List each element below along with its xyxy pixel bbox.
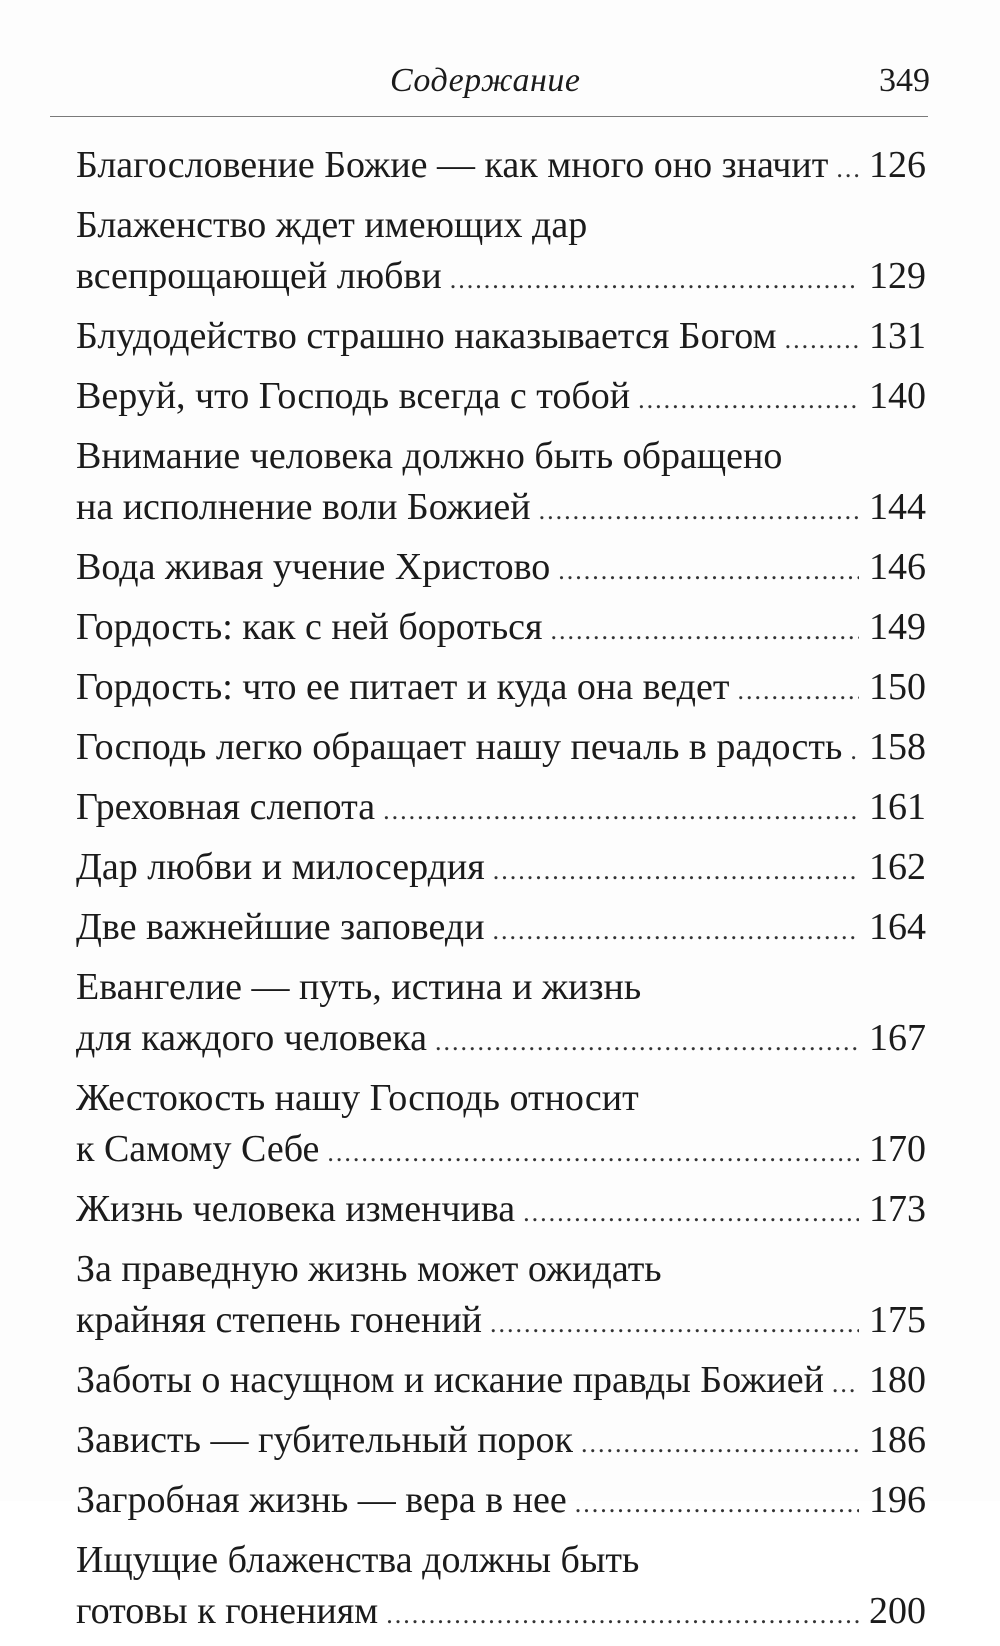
dot-leader [638,374,859,425]
toc-entry-title-line: Дар любви и милосердия [76,846,485,888]
toc-entry-page-number: 200 [869,1590,926,1632]
toc-entry-title-line: Гордость: что ее питает и куда она ведет [76,666,730,708]
toc-entry-page-number: 131 [869,315,926,357]
toc-entry-row [76,1475,926,1529]
toc-entry-row [76,1124,926,1178]
dot-leader [523,1187,859,1238]
toc-entry-row [76,1355,926,1409]
toc-entry-title-line: Вода живая учение Христово [76,546,551,588]
toc-entry-page-number: 175 [869,1299,926,1341]
dot-leader [832,1358,859,1409]
toc-entry [76,902,926,956]
toc-entry-title-line: для каждого человека [76,1017,428,1059]
toc-entry [76,1244,926,1349]
toc-entry-title-line: готовы к гонениям [76,1590,379,1632]
toc-entry-title-line: Заботы о насущном и искание правды Божией [76,1359,824,1401]
toc-entry [76,722,926,776]
toc-entry [76,1535,926,1640]
dot-leader [450,254,859,305]
toc-entry-title-line: Евангелие — путь, истина и жизнь [76,966,642,1008]
dot-leader [383,785,859,836]
toc-entry-title-line: Гордость: как с ней бороться [76,606,543,648]
toc-entry [76,311,926,365]
toc-entry [76,1184,926,1238]
toc-entry-page-number: 158 [869,726,926,768]
toc-entry [76,1475,926,1529]
toc-entry-row [76,1415,926,1469]
toc-entry [76,140,926,194]
dot-leader [850,725,859,776]
toc-entry-title-line: на исполнение воли Божией [76,486,531,528]
toc-entry-page-number: 129 [869,255,926,297]
toc-entry [76,1415,926,1469]
toc-entry-title-line: Ищущие блаженства должны быть [76,1539,640,1581]
toc-entry [76,602,926,656]
dot-leader [575,1478,859,1529]
toc-entry-title-line: Благословение Божие — как много оно значит [76,144,829,186]
toc-entry-page-number: 180 [869,1359,926,1401]
toc-entry-title-line: Блудодейство страшно наказывается Богом [76,315,777,357]
toc-entry-title-line: Внимание человека должно быть обращено [76,435,783,477]
dot-leader [558,545,859,596]
toc-entry-row [76,782,926,836]
toc-entry-title-line: Греховная слепота [76,786,376,828]
dot-leader [435,1016,859,1067]
toc-entry-page-number: 167 [869,1017,926,1059]
toc-entry-row [76,311,926,365]
dot-leader [737,665,859,716]
toc-entry-page-number: 161 [869,786,926,828]
toc-entry-row [76,842,926,896]
toc-entry-page-number: 170 [869,1128,926,1170]
toc-entry-title-line: Зависть — губительный порок [76,1419,574,1461]
toc-entry-page-number: 186 [869,1419,926,1461]
toc-entry-title-line: к Самому Себе [76,1128,320,1170]
toc-entry-page-number: 150 [869,666,926,708]
dot-leader [490,1298,859,1349]
toc-entry-page-number: 162 [869,846,926,888]
dot-leader [785,314,859,365]
toc-entry-title-line: Веруй, что Господь всегда с тобой [76,375,631,417]
toc-entry-title-line: Господь легко обращает нашу печаль в радость [76,726,843,768]
toc-entry [76,1073,926,1178]
header-rule [50,116,928,117]
toc-entry-page-number: 173 [869,1188,926,1230]
dot-leader [493,905,859,956]
toc-entry [76,1355,926,1409]
toc-entry-row [76,251,926,305]
dot-leader [539,485,859,536]
toc-entry-row [76,542,926,596]
toc-entry-title-line: Жизнь человека изменчива [76,1188,516,1230]
toc-entry-page-number: 196 [869,1479,926,1521]
dot-leader [493,845,859,896]
toc-entry-row [76,662,926,716]
toc-entry-title-line: Две важнейшие заповеди [76,906,485,948]
toc-entry [76,662,926,716]
toc-entry-row [76,722,926,776]
toc-entry-title-line: За праведную жизнь может ожидать [76,1248,662,1290]
toc-entry-page-number: 164 [869,906,926,948]
toc-entry-page-number: 146 [869,546,926,588]
toc-entry-row [76,371,926,425]
dot-leader [327,1127,859,1178]
toc-entry-row [76,602,926,656]
toc-entry-page-number: 126 [869,144,926,186]
toc-entry-row [76,482,926,536]
toc-entry [76,782,926,836]
toc-entry-title-line: Жестокость нашу Господь относит [76,1077,639,1119]
dot-leader [836,143,859,194]
toc-entry [76,200,926,305]
toc-entry-row [76,1184,926,1238]
toc-entry-page-number: 140 [869,375,926,417]
dot-leader [581,1418,859,1469]
toc-entry-title-line: крайняя степень гонений [76,1299,483,1341]
dot-leader [551,605,859,656]
toc-entry [76,371,926,425]
toc-entry [76,842,926,896]
toc-entry-row [76,1013,926,1067]
toc-entry-title-line: всепрощающей любви [76,255,442,297]
toc-entry-page-number: 144 [869,486,926,528]
dot-leader [386,1589,859,1640]
toc-entry-page-number: 149 [869,606,926,648]
toc-entry-title-line: Загробная жизнь — вера в нее [76,1479,567,1521]
toc-entry [76,431,926,536]
toc-entry-row [76,1586,926,1640]
table-of-contents [76,140,926,1646]
toc-entry [76,962,926,1067]
toc-entry-row [76,902,926,956]
running-head [60,62,930,112]
toc-entry-row [76,1295,926,1349]
toc-entry [76,542,926,596]
section-title: Содержание [390,62,581,99]
toc-entry-row [76,140,926,194]
toc-entry-title-line: Блаженство ждет имеющих дар [76,204,588,246]
page-number: 349 [879,62,930,99]
